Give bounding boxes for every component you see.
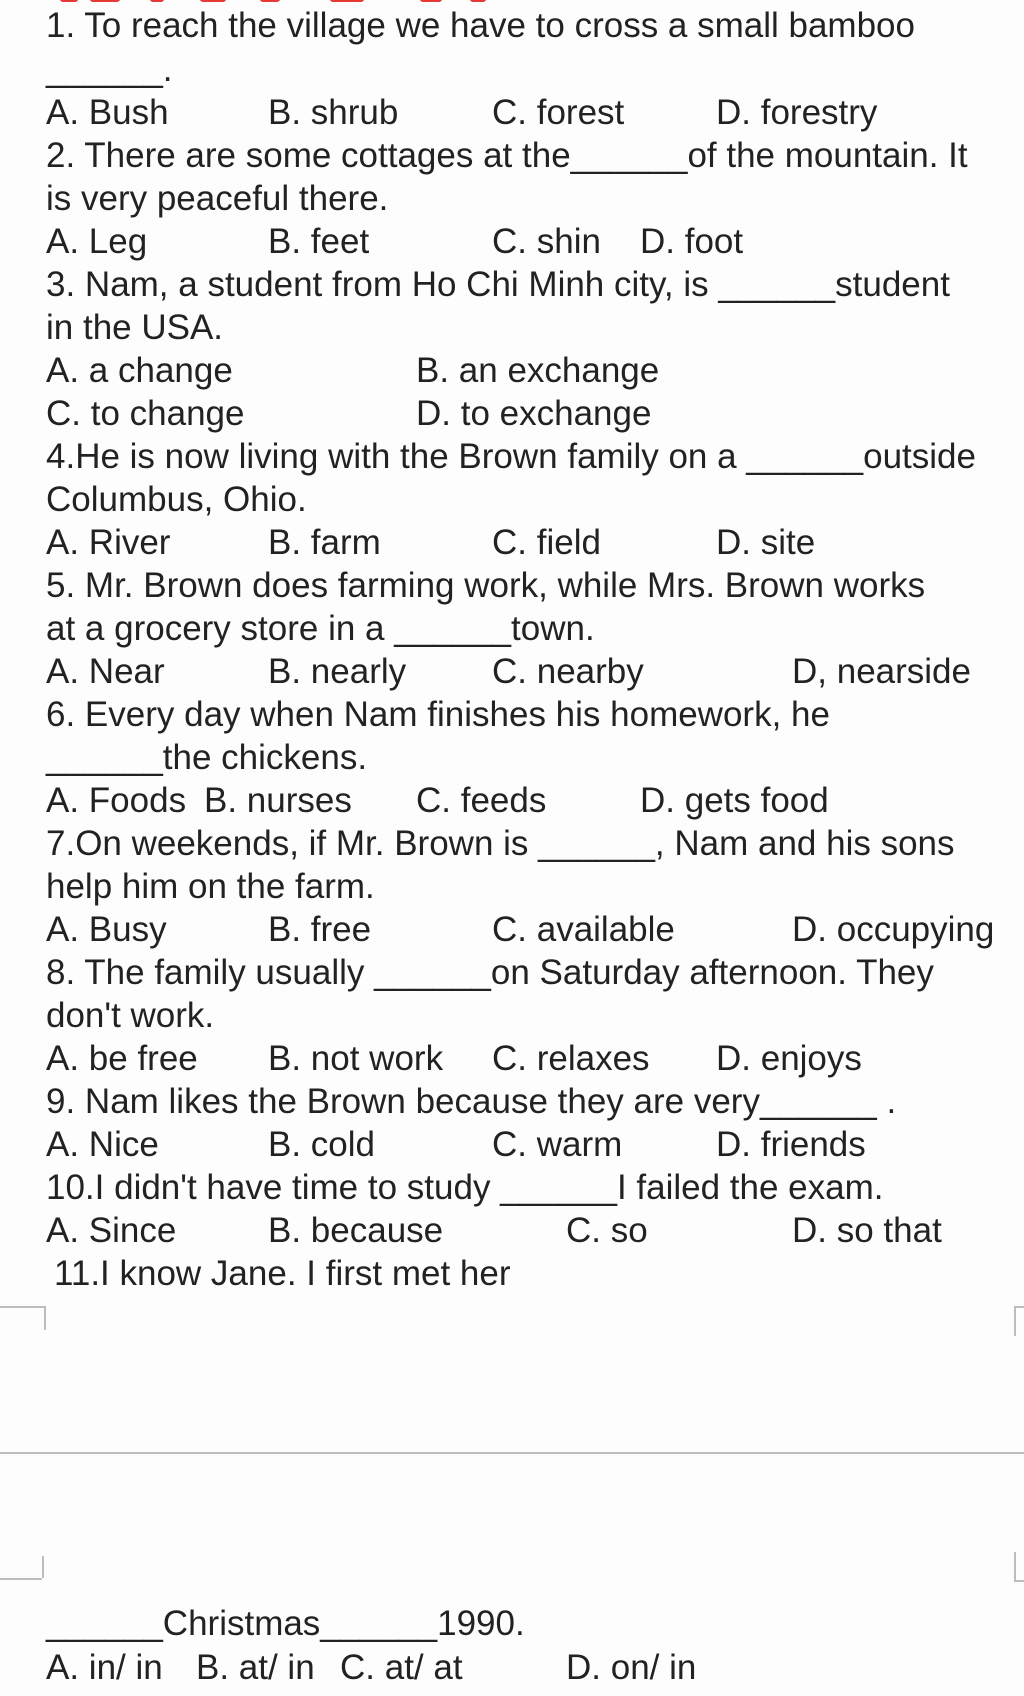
question-5-text: 5. Mr. Brown does farming work, while Mrs. Brown works	[46, 566, 926, 605]
question-1-text-line2: ______.	[46, 50, 173, 89]
question-8-option-d: D. enjoys	[716, 1039, 862, 1078]
question-9-option-c: C. warm	[492, 1125, 623, 1164]
question-5-option-c: C. nearby	[492, 652, 644, 691]
question-4-option-b: B. farm	[268, 523, 381, 562]
question-9-option-d: D. friends	[716, 1125, 866, 1164]
question-11-option-b: B. at/ in	[196, 1648, 315, 1687]
question-11-option-d: D. on/ in	[566, 1648, 697, 1687]
question-7-option-a: A. Busy	[46, 910, 167, 949]
question-2-option-d: D. foot	[640, 222, 744, 261]
question-8-option-a: A. be free	[46, 1039, 198, 1078]
question-11-text: 11.I know Jane. I first met her	[54, 1254, 511, 1293]
question-5-option-b: B. nearly	[268, 652, 407, 691]
question-1-option-c: C. forest	[492, 93, 625, 132]
crop-corner-bottom-right	[1014, 1552, 1024, 1582]
question-6-option-a: A. Foods	[46, 781, 187, 820]
question-4-text: 4.He is now living with the Brown family on a ______outside	[46, 437, 976, 476]
question-4-option-c: C. field	[492, 523, 601, 562]
question-3-option-d: D. to exchange	[416, 394, 652, 433]
crop-corner-bottom-left-stem	[42, 1556, 44, 1578]
question-1-option-d: D. forestry	[716, 93, 878, 132]
question-10-option-c: C. so	[566, 1211, 648, 1250]
question-2-option-c: C. shin	[492, 222, 601, 261]
question-3-option-c: C. to change	[46, 394, 245, 433]
question-1-option-b: B. shrub	[268, 93, 399, 132]
question-6-text: 6. Every day when Nam finishes his homework, he	[46, 695, 830, 734]
question-8-option-b: B. not work	[268, 1039, 444, 1078]
question-2-option-b: B. feet	[268, 222, 370, 261]
divider-line	[0, 1452, 1024, 1454]
question-11-option-c: C. at/ at	[340, 1648, 463, 1687]
question-8-option-c: C. relaxes	[492, 1039, 650, 1078]
question-10-option-a: A. Since	[46, 1211, 177, 1250]
question-3-option-a: A. a change	[46, 351, 233, 390]
question-4-option-a: A. River	[46, 523, 171, 562]
question-8-text: 8. The family usually ______on Saturday afternoon. They	[46, 953, 934, 992]
question-9-text: 9. Nam likes the Brown because they are very______ .	[46, 1082, 897, 1121]
question-7-text-line2: help him on the farm.	[46, 867, 375, 906]
question-6-option-c: C. feeds	[416, 781, 547, 820]
question-2-text-line2: is very peaceful there.	[46, 179, 389, 218]
question-9-option-a: A. Nice	[46, 1125, 159, 1164]
question-6-option-d: D. gets food	[640, 781, 829, 820]
question-2-text: 2. There are some cottages at the______of the mountain. It	[46, 136, 968, 175]
question-7-text: 7.On weekends, if Mr. Brown is ______, Nam and his sons	[46, 824, 955, 863]
question-6-option-b: B. nurses	[204, 781, 352, 820]
question-1-text: 1. To reach the village we have to cross a small bamboo	[46, 6, 915, 45]
question-4-text-line2: Columbus, Ohio.	[46, 480, 307, 519]
question-11-option-a: A. in/ in	[46, 1648, 163, 1687]
question-5-option-a: A. Near	[46, 652, 165, 691]
question-10-text: 10.I didn't have time to study ______I failed the exam.	[46, 1168, 884, 1207]
question-9-option-b: B. cold	[268, 1125, 375, 1164]
question-5-option-d: D, nearside	[792, 652, 971, 691]
crop-corner-top-left-stem	[44, 1306, 46, 1330]
question-3-text: 3. Nam, a student from Ho Chi Minh city, is ______student	[46, 265, 950, 304]
question-2-option-a: A. Leg	[46, 222, 148, 261]
question-8-text-line2: don't work.	[46, 996, 215, 1035]
question-6-text-line2: ______the chickens.	[46, 738, 368, 777]
question-11-text-line2: ______Christmas______1990.	[46, 1604, 525, 1643]
crop-corner-top-left	[0, 1306, 44, 1308]
question-7-option-b: B. free	[268, 910, 372, 949]
question-3-text-line2: in the USA.	[46, 308, 224, 347]
question-10-option-b: B. because	[268, 1211, 444, 1250]
question-4-option-d: D. site	[716, 523, 816, 562]
crop-corner-top-right	[1014, 1306, 1024, 1336]
question-10-option-d: D. so that	[792, 1211, 942, 1250]
crop-corner-bottom-left	[0, 1578, 42, 1580]
question-3-option-b: B. an exchange	[416, 351, 660, 390]
question-7-option-c: C. available	[492, 910, 675, 949]
question-1-option-a: A. Bush	[46, 93, 169, 132]
question-7-option-d: D. occupying	[792, 910, 995, 949]
question-5-text-line2: at a grocery store in a ______town.	[46, 609, 595, 648]
